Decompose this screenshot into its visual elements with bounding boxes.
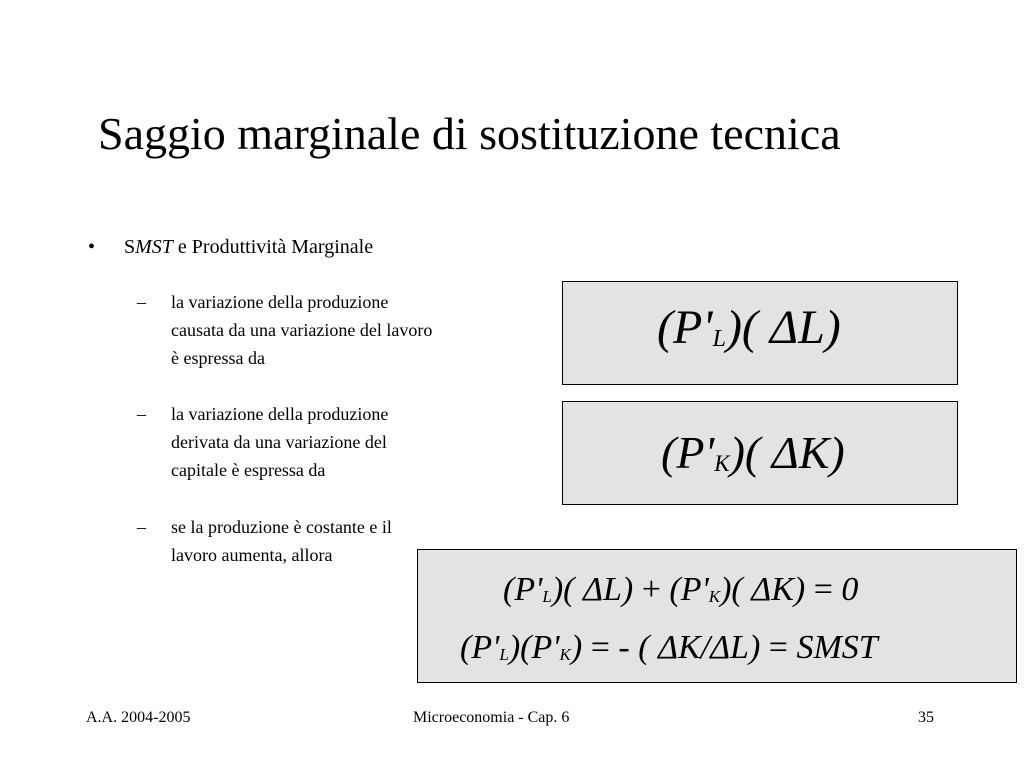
subitem-line: causata da una variazione del lavoro bbox=[171, 320, 433, 340]
formula-subscript: L bbox=[542, 587, 552, 607]
formula-subscript: K bbox=[559, 645, 571, 665]
formula-isoquant bbox=[503, 568, 858, 619]
formula-part: )( ΔK) bbox=[720, 571, 806, 608]
formula-part: )(P' bbox=[508, 629, 560, 666]
subitem-1 bbox=[171, 288, 561, 372]
formula-part: )( ΔL) bbox=[725, 301, 841, 354]
formula-part: 0 bbox=[841, 571, 859, 608]
subitem-line: se la produzione è costante e il bbox=[171, 517, 392, 537]
subitem-dash: – bbox=[137, 517, 146, 537]
footer-course: Microeconomia - Cap. 6 bbox=[413, 709, 570, 726]
footer-academic-year: A.A. 2004-2005 bbox=[86, 709, 191, 726]
formula-subscript: K bbox=[708, 587, 721, 607]
formula-part: SMST bbox=[796, 629, 878, 666]
formula-part: ( ΔK/ΔL) bbox=[638, 629, 761, 666]
bullet-text bbox=[124, 234, 373, 260]
subitem-dash: – bbox=[137, 292, 146, 312]
bullet-symbol: • bbox=[88, 236, 96, 258]
formula-subscript: L bbox=[712, 325, 726, 352]
formula-capital bbox=[661, 422, 845, 495]
subitem-line: derivata da una variazione del bbox=[171, 432, 387, 452]
footer-page-number: 35 bbox=[918, 709, 934, 726]
formula-box-capital bbox=[562, 401, 958, 505]
subitem-line: lavoro aumenta, allora bbox=[171, 545, 333, 565]
formula-operator: + bbox=[633, 571, 670, 608]
subitem-line: capitale è espressa da bbox=[171, 460, 326, 480]
formula-operator: = - bbox=[582, 629, 639, 666]
formula-part: (P' bbox=[669, 571, 709, 608]
formula-smst bbox=[460, 626, 878, 677]
subitem-2 bbox=[171, 400, 561, 484]
formula-labor bbox=[657, 296, 841, 371]
slide-title: Saggio marginale di sostituzione tecnica bbox=[98, 108, 841, 159]
formula-subscript: L bbox=[499, 645, 509, 665]
formula-box-isoquant bbox=[417, 549, 1017, 683]
formula-subscript: K bbox=[714, 450, 730, 476]
formula-part: ) bbox=[570, 629, 583, 666]
formula-operator: = bbox=[805, 571, 842, 608]
formula-part: (P' bbox=[503, 571, 543, 608]
subitem-line: è espressa da bbox=[171, 348, 265, 368]
subitem-dash: – bbox=[137, 404, 146, 424]
subitem-line: la variazione della produzione bbox=[171, 404, 389, 424]
formula-part: (P' bbox=[460, 629, 500, 666]
formula-part: )( ΔL) bbox=[551, 571, 634, 608]
formula-part: )( ΔK) bbox=[729, 427, 845, 478]
formula-part: (P' bbox=[661, 427, 715, 478]
bullet-prefix: S bbox=[124, 236, 136, 258]
bullet-italic: MST bbox=[135, 236, 173, 258]
subitem-line: la variazione della produzione bbox=[171, 292, 389, 312]
bullet-suffix: e Produttività Marginale bbox=[172, 236, 374, 258]
formula-operator: = bbox=[760, 629, 797, 666]
formula-box-labor bbox=[562, 281, 958, 385]
formula-part: (P' bbox=[657, 301, 713, 354]
